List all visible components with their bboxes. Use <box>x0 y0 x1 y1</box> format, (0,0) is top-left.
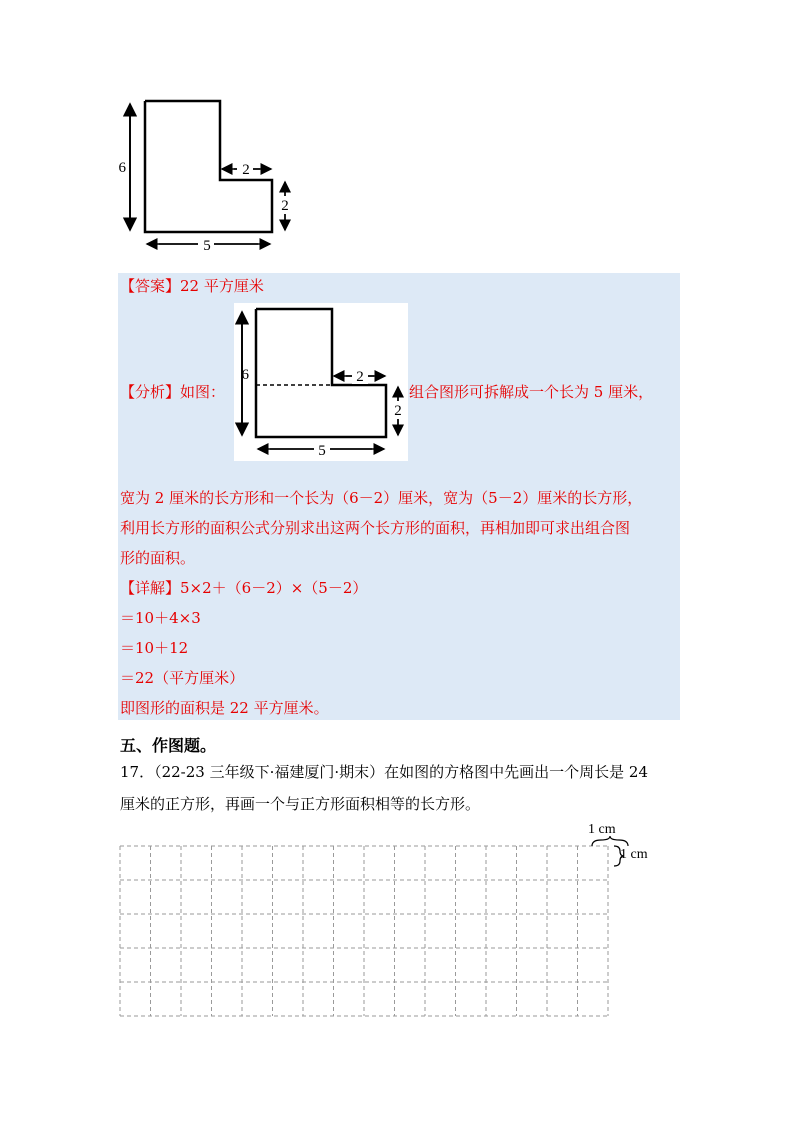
conclusion-line: 即图形的面积是 22 平方厘米。 <box>120 699 329 717</box>
step-width-label: 2 <box>242 162 250 178</box>
analysis-line-2: 宽为 2 厘米的长方形和一个长为（6－2）厘米，宽为（5－2）厘米的长方形， <box>120 489 643 507</box>
step-width-label: 2 <box>356 369 364 385</box>
analysis-line-3: 利用长方形的面积公式分别求出这两个长方形的面积，再相加即可求出组合图 <box>120 519 631 537</box>
detail-line-2: ＝10＋4×3 <box>120 609 201 627</box>
unit-brace-top <box>592 836 628 846</box>
unit-label-top: 1 cm <box>588 822 616 837</box>
answer-line: 【答案】22 平方厘米 <box>120 277 264 295</box>
analysis-suffix: 组合图形可拆解成一个长为 5 厘米， <box>409 383 654 401</box>
detail-line-1: 【详解】5×2＋（6－2）×（5－2） <box>120 579 368 597</box>
question-17-line-2: 厘米的正方形，再画一个与正方形面积相等的长方形。 <box>120 795 481 813</box>
question-17-line-1: 17．（22-23 三年级下·福建厦门·期末）在如图的方格图中先画出一个周长是 24 <box>120 763 648 781</box>
detail-line-3: ＝10＋12 <box>120 639 189 657</box>
l-shape-figure <box>118 92 308 257</box>
base-label: 5 <box>318 443 326 459</box>
step-height-label: 2 <box>281 198 289 214</box>
section-title: 五、作图题。 <box>120 736 217 755</box>
height-label: 6 <box>241 367 249 383</box>
unit-label-right: 1 cm <box>620 847 648 862</box>
height-label: 6 <box>118 160 126 176</box>
analysis-line-4: 形的面积。 <box>120 549 196 567</box>
base-label: 5 <box>203 238 211 254</box>
step-height-label: 2 <box>394 403 402 419</box>
detail-line-4: ＝22（平方厘米） <box>120 669 245 687</box>
analysis-prefix: 【分析】如图： <box>120 383 226 401</box>
dashed-grid <box>118 815 648 1020</box>
analysis-figure <box>234 303 408 461</box>
